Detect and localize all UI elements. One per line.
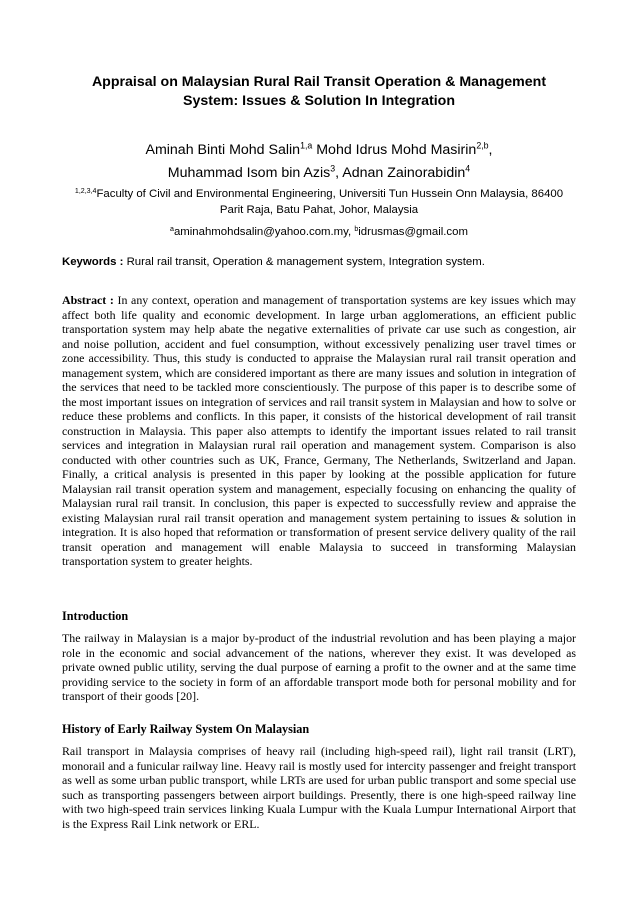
title-line-2: System: Issues & Solution In Integration [183,93,455,109]
author-emails [60,224,578,240]
affiliation [62,186,576,218]
affiliation-marker: 1,2,3,4 [74,187,97,195]
abstract [62,293,576,569]
affiliation-line-2: Parit Raja, Batu Pahat, Johor, Malaysia [219,204,419,216]
author-separator: , [488,142,493,158]
email-b: idrusmas@gmail.com [358,226,468,238]
keywords-text: Rural rail transit, Operation & management system, Integration system. [123,256,485,268]
author-2-affil: 2,b [476,140,489,151]
author-3-affil: 3 [330,163,336,174]
email-b-marker: b [354,225,359,233]
introduction-text: The railway in Malaysian is a major by-product of the industrial revolution and has been playing a major role in the economic and social advancement of the nations, wherever they exist. It was developed as private owned public utility, serving the dual purpose of earning a profit to the owner and at the same time providing service to the society in form of an affordable transport mode both for personal mobility and for transport of their goods [20]. [62,631,576,703]
paper-title [60,73,578,111]
introduction-heading: Introduction [62,609,129,623]
author-4: , Adnan Zainorabidin [335,165,466,181]
keywords [62,254,576,270]
email-a: aminahmohdsalin@yahoo.com.my, [173,226,355,238]
author-2: Mohd Idrus Mohd Masirin [312,142,477,158]
author-1-affil: 1,a [300,140,313,151]
abstract-label: Abstract : [62,293,114,307]
author-4-affil: 4 [465,163,471,174]
history-heading: History of Early Railway System On Malaysian [62,722,310,736]
abstract-text: In any context, operation and management of transportation systems are key issues which may affect both life quality and economic development. In large urban agglomerations, an efficient public transportation system may help abate the negative externalities of private car use such as congestion, air and noise pollution, accident and fuel consumption, without excessively penalizing user travel times or zone accessibility. Thus, this study is conducted to appraise the Malaysian rural rail transit operation and management system, which are considered important as there are many issues and solution in integration of the services that need to be tackled more conscientiously. The purpose of this paper is to describe some of the most important issues on integration of services and rail transit system in Malaysian and how to solve or reduce these problems and conflicts. In this paper, it consists of the historical development of rail transit construction in Malaysia. This paper also attempts to identify the important issues related to rail transit services and integration in Malaysian rural rail operation and management system. Comparison is also conducted with other countries such as UK, France, Germany, The Netherlands, Switzerland and Japan. Finally, a critical analysis is presented in this paper by looking at the possible application for future Malaysian rail transit operation system and management, especially focusing on enhancing the quality of Malaysian rural rail transit. In conclusion, this paper is expected to successfully review and appraise the existing Malaysian rural rail transit operation and management system pertaining to issues & solution in integration. It is also hoped that reformation or transformation of present service delivery quality of the rail transit operation and management will enable Malaysia to succeed in transforming Malaysian transportation system to greater heights. [62,293,576,568]
title-line-1: Appraisal on Malaysian Rural Rail Transit Operation & Management [91,74,547,90]
affiliation-line-1: Faculty of Civil and Environmental Engineering, Universiti Tun Hussein Onn Malaysia, 86400 [96,188,564,200]
email-a-marker: a [170,225,174,233]
author-3: Muhammad Isom bin Azis [167,165,331,181]
history-text: Rail transport in Malaysia comprises of heavy rail (including high-speed rail), light rail transit (LRT), monorail and a funicular railway line. Heavy rail is mostly used for intercity passenger and freight transport as well as some urban public transport, while LRTs are used for urban public transport and some special use such as transporting passengers between airport buildings. Presently, there is one high-speed railway line with two high-speed train services linking Kuala Lumpur with the Kuala Lumpur International Airport that is the Express Rail Link network or ERL. [62,744,576,831]
author-1: Aminah Binti Mohd Salin [145,142,301,158]
keywords-label: Keywords : [62,256,124,268]
author-list [60,139,578,185]
